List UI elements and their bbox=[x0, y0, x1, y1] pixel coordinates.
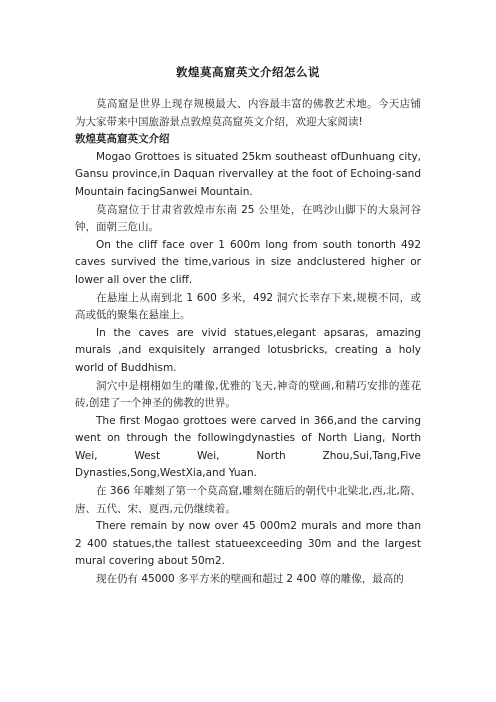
paragraph-en-5: There remain by now over 45 000m2 murals and more than 2 400 statues,the tallest statueexceeding 30m and the largest mural covering about 50m2. bbox=[75, 520, 421, 568]
paragraph-en-1: Mogao Grottoes is situated 25km southeast ofDunhuang city, Gansu province,in Daquan rivervalley at the foot of Echoing-sand Mountain facingSanwei Mountain. bbox=[75, 150, 421, 198]
section-heading: 敦煌莫高窟英文介绍 bbox=[75, 133, 170, 146]
paragraph-zh-5: 现在仍有 45000 多平方米的壁画和超过 2 400 尊的雕像，最高的 bbox=[96, 573, 404, 586]
paragraph-en-3: In the caves are vivid statues,elegant apsaras, amazing murals ,and exquisitely arranged lotusbricks, creating a holy world of Buddhism. bbox=[75, 326, 421, 374]
paragraph-en-4: The first Mogao grottoes were carved in 366,and the carving went on through the followingdynasties of North Liang, North Wei, West Wei, North Zhou,Sui,Tang,Five Dynasties,Song,WestXia,and Yuan. bbox=[75, 414, 421, 480]
paragraph-zh-1: 莫高窟位于甘肃省敦煌市东南 25 公里处，在鸣沙山脚下的大泉河谷钟，面朝三危山。 bbox=[75, 203, 421, 234]
paragraph-zh-3: 洞穴中是栩栩如生的雕像,优雅的飞天,神奇的壁画,和精巧安排的莲花砖,创建了一个神圣的佛教的世界。 bbox=[75, 379, 421, 410]
document-title: 敦煌莫高窟英文介绍怎么说 bbox=[176, 65, 320, 79]
intro-paragraph: 莫高窟是世界上现存规模最大、内容最丰富的佛教艺术地。今天店铺为大家带来中国旅游景点敦煌莫高窟英文介绍，欢迎大家阅读! bbox=[75, 98, 421, 128]
paragraph-zh-2: 在悬崖上从南到北 1 600 多米，492 洞穴长幸存下来,规模不同，或高或低的聚集在悬崖上。 bbox=[75, 291, 421, 322]
document-body bbox=[75, 96, 421, 589]
paragraph-en-2: On the cliff face over 1 600m long from south tonorth 492 caves survived the time,various in size andclustered higher or lower all over the cliff. bbox=[75, 238, 421, 286]
paragraph-zh-4: 在 366 年雕刻了第一个莫高窟,雕刻在随后的朝代中北梁北,西,北,隋、唐、五代、宋、夏西,元仍继续着。 bbox=[75, 485, 421, 515]
